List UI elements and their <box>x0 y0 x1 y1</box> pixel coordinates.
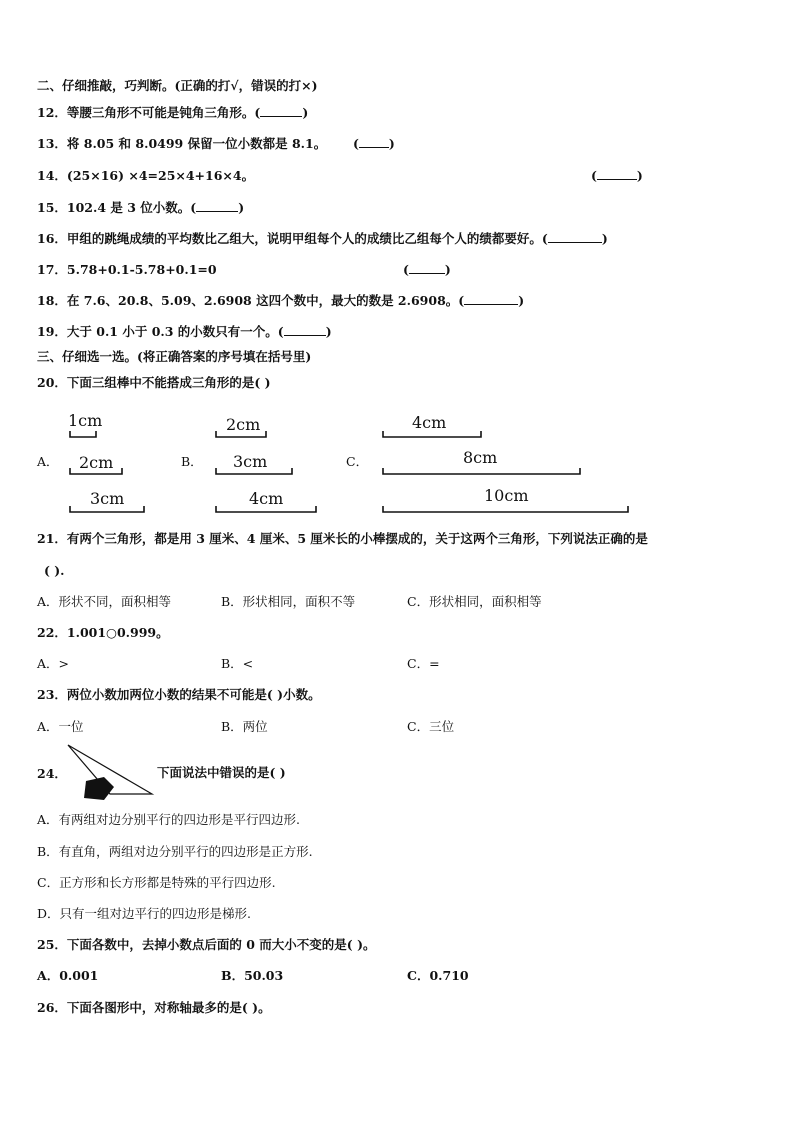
question-text: 将 8.05 和 8.0499 保留一位小数都是 8.1。 <box>66 136 327 151</box>
question-26-stem: 26．下面各图形中，对称轴最多的是( )。 <box>37 1000 271 1015</box>
question-18: 18．在 7.6、20.8、5.09、2.6908 这四个数中，最大的数是 2.6908。( ) <box>37 293 525 308</box>
question-text: 甲组的跳绳成绩的平均数比乙组大，说明甲组每个人的成绩比乙组每个人的绩都要好。( <box>66 231 548 246</box>
stick-label: 1cm <box>68 411 103 430</box>
stick-label: 2cm <box>226 415 261 434</box>
stick-label: 3cm <box>233 452 268 471</box>
q21-option-c[interactable]: C．形状相同，面积相等 <box>407 594 542 609</box>
question-15: 15．102.4 是 3 位小数。( ) <box>37 200 245 215</box>
question-12: 12．等腰三角形不可能是钝角三角形。( ) <box>37 105 309 120</box>
question-text: (25×16) ×4=25×4+16×4。 <box>66 168 255 183</box>
q22-option-a[interactable]: A．> <box>37 656 70 671</box>
question-number: 12． <box>37 105 67 120</box>
q25-option-b[interactable]: B．50.03 <box>221 968 284 983</box>
q21-option-a[interactable]: A．形状不同，面积相等 <box>37 594 172 609</box>
q23-option-c[interactable]: C．三位 <box>407 719 455 734</box>
question-19: 19．大于 0.1 小于 0.3 的小数只有一个。( ) <box>37 324 332 339</box>
section3-heading: 三、仔细选一选。(将正确答案的序号填在括号里) <box>37 349 312 364</box>
question-13: 13．将 8.05 和 8.0499 保留一位小数都是 8.1。 <box>37 136 327 151</box>
stick-label: 10cm <box>484 486 529 505</box>
question-text: 等腰三角形不可能是钝角三角形。( <box>66 105 261 120</box>
stick-label: 2cm <box>79 453 114 472</box>
q24-option-a[interactable]: A．有两组对边分别平行的四边形是平行四边形. <box>37 812 301 827</box>
question-17: 17．5.78+0.1-5.78+0.1=0 <box>37 262 217 277</box>
answer-paren-13: ( ) <box>353 136 395 151</box>
q23-option-a[interactable]: A．一位 <box>37 719 84 734</box>
q21-option-b[interactable]: B．形状相同，面积不等 <box>221 594 356 609</box>
question-text: 大于 0.1 小于 0.3 的小数只有一个。( <box>66 324 284 339</box>
question-text: 在 7.6、20.8、5.09、2.6908 这四个数中，最大的数是 2.6908。( <box>66 293 465 308</box>
triangle-figure <box>68 745 152 800</box>
question-21-paren: ( ). <box>44 563 65 578</box>
stick-c3 <box>383 506 628 512</box>
q24-option-d[interactable]: D．只有一组对边平行的四边形是梯形. <box>37 906 251 921</box>
q24-option-b[interactable]: B．有直角，两组对边分别平行的四边形是正方形. <box>37 844 313 859</box>
question-24-stem: 下面说法中错误的是( ) <box>157 765 286 780</box>
stick-label: 4cm <box>412 413 447 432</box>
q20-option-a-letter[interactable]: A． <box>37 454 59 469</box>
q20-option-b-letter[interactable]: B． <box>181 454 203 469</box>
stick-c2 <box>383 468 580 474</box>
q24-option-c[interactable]: C．正方形和长方形都是特殊的平行四边形. <box>37 875 276 890</box>
stick-label: 8cm <box>463 448 498 467</box>
stick-a1 <box>70 431 96 437</box>
q22-option-b[interactable]: B．< <box>221 656 254 671</box>
question-16: 16．甲组的跳绳成绩的平均数比乙组大，说明甲组每个人的成绩比乙组每个人的绩都要好。( ) <box>37 231 608 246</box>
q23-option-b[interactable]: B．两位 <box>221 719 268 734</box>
q22-option-c[interactable]: C．= <box>407 656 440 671</box>
question-text: 5.78+0.1-5.78+0.1=0 <box>66 262 217 277</box>
answer-paren-17: ( ) <box>403 262 451 277</box>
q25-option-a[interactable]: A．0.001 <box>37 968 99 983</box>
section2-heading: 二、仔细推敲，巧判断。(正确的打√，错误的打×) <box>37 78 318 93</box>
question-text: 102.4 是 3 位小数。( <box>66 200 197 215</box>
question-25-stem: 25．下面各数中，去掉小数点后面的 0 而大小不变的是( )。 <box>37 937 376 952</box>
question-23-stem: 23．两位小数加两位小数的结果不可能是( )小数。 <box>37 687 321 702</box>
question-21-stem: 21．有两个三角形，都是用 3 厘米、4 厘米、5 厘米长的小棒摆成的，关于这两个三角形，下列说法正确的是 <box>37 531 648 546</box>
q20-option-c-letter[interactable]: C． <box>346 454 369 469</box>
answer-paren-14: ( ) <box>591 168 643 183</box>
q25-option-c[interactable]: C．0.710 <box>407 968 469 983</box>
question-22-stem: 22．1.001○0.999。 <box>37 625 169 640</box>
question-20-stem: 20．下面三组棒中不能搭成三角形的是( ) <box>37 375 271 390</box>
question-24-number: 24． <box>37 766 67 781</box>
question-14: 14．(25×16) ×4=25×4+16×4。 <box>37 168 255 183</box>
stick-label: 3cm <box>90 489 125 508</box>
stick-label: 4cm <box>249 489 284 508</box>
